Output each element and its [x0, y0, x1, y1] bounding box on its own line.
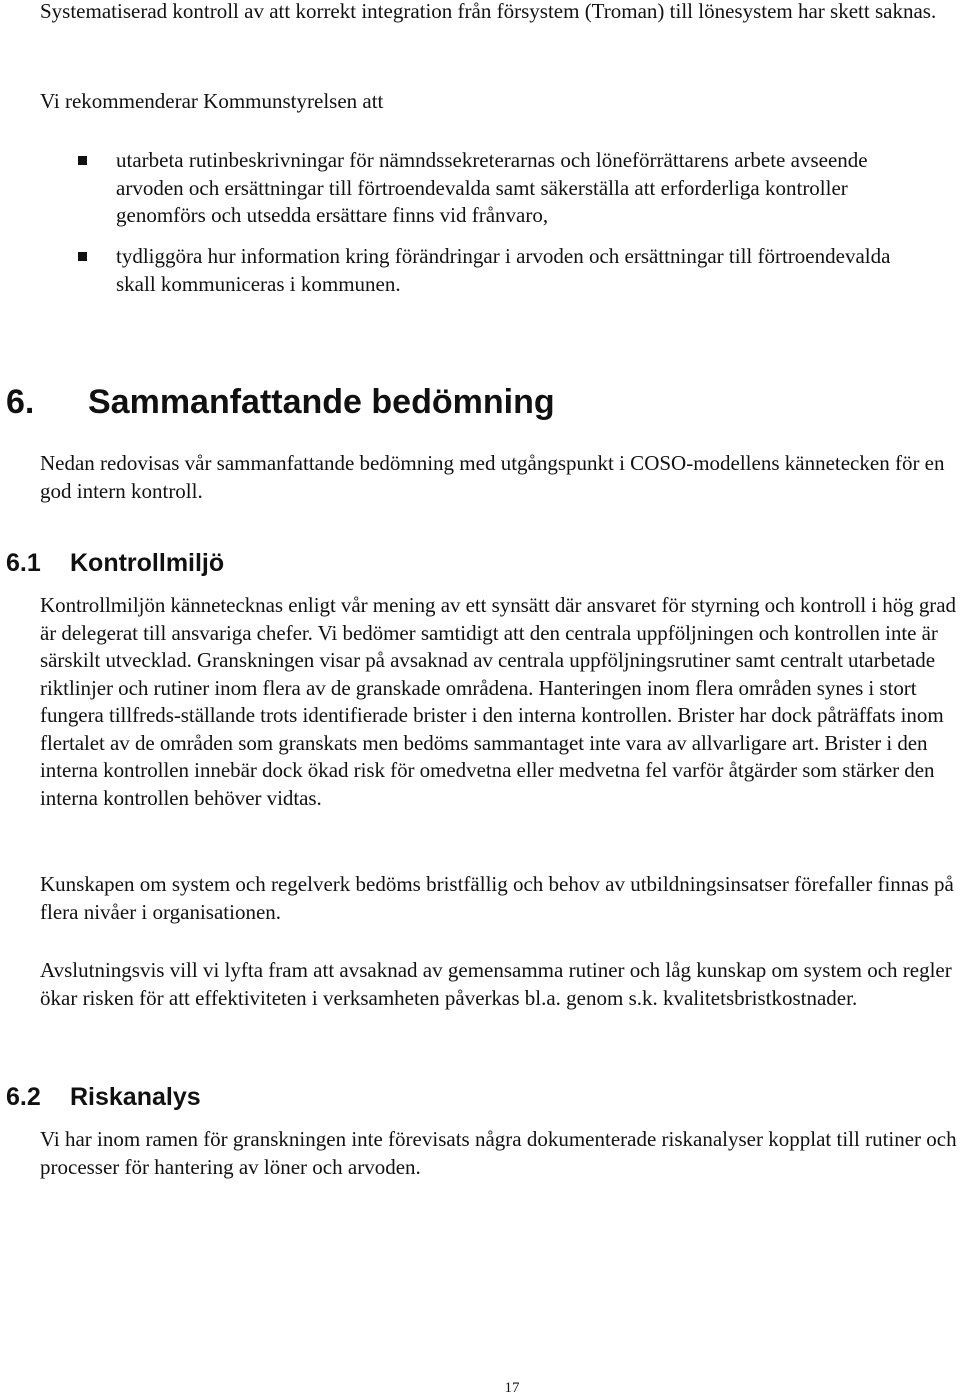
subsection-heading [6, 1080, 201, 1114]
subsection-title: Kontrollmiljö [70, 549, 225, 577]
page-number: 17 [504, 1380, 520, 1396]
subsection-title: Riskanalys [70, 1083, 201, 1111]
subsection-number: 6.2 [6, 1083, 41, 1111]
avslutning-paragraph: Avslutningsvis vill vi lyfta fram att avsaknad av gemensamma rutiner och låg kunskap om system och regler ökar risken för att effektiviteten i verksamheten påverkas bl.a. genom s.k. kvalitetsbristkostnader. [40, 958, 952, 1010]
kontrollmiljo-paragraph: Kontrollmiljön kännetecknas enligt vår mening av ett synsätt där ansvaret för styrning och kontroll i hög grad är delegerat till ansvariga chefer. Vi bedömer samtidigt att den centrala uppföljningen och kontrollen inte är särskilt utvecklad. Granskningen visar på avsaknad av centrala uppföljningsrutiner samt centralt utarbetade riktlinjer och rutiner inom flera av de granskade områdena. Hanteringen inom flera områden synes i stort fungera tillfreds-ställande trots identifierade brister i den interna kontrollen. Brister har dock påträffats inom flertalet av de områden som granskats men bedöms sammantaget inte vara av allvarligare art. Brister i den interna kontrollen innebär dock ökad risk för omedvetna eller medvetna fel varför åtgärder som stärker den interna kontrollen behöver vidtas. [40, 593, 956, 810]
section-title: Sammanfattande bedömning [88, 383, 555, 421]
kunskap-paragraph: Kunskapen om system och regelverk bedöms bristfällig och behov av utbildningsinsatser förefaller finnas på flera nivåer i organisationen. [40, 872, 954, 924]
section-heading [6, 380, 555, 424]
bullet-text: utarbeta rutinbeskrivningar för nämndssekreterarnas och löneförrättarens arbete avseende arvoden och ersättningar till förtroendevalda samt säkerställa att erforderliga kontroller genomförs och utsedda ersättare finns vid frånvaro, [116, 148, 868, 227]
recommendation-intro: Vi rekommenderar Kommunstyrelsen att [40, 89, 384, 113]
square-bullet-icon [78, 156, 87, 165]
section-intro-paragraph: Nedan redovisas vår sammanfattande bedömning med utgångspunkt i COSO-modellens kännetecken för en god intern kontroll. [40, 451, 945, 503]
riskanalys-paragraph: Vi har inom ramen för granskningen inte förevisats några dokumenterade riskanalyser kopplat till rutiner och processer för hantering av löner och arvoden. [40, 1127, 957, 1179]
subsection-heading [6, 546, 224, 580]
section-number: 6. [6, 383, 35, 421]
bullet-text: tydliggöra hur information kring förändringar i arvoden och ersättningar till förtroendevalda skall kommuniceras i kommunen. [116, 244, 891, 296]
subsection-number: 6.1 [6, 549, 41, 577]
intro-paragraph: Systematiserad kontroll av att korrekt integration från försystem (Troman) till lönesystem har skett saknas. [40, 0, 937, 23]
square-bullet-icon [78, 252, 87, 261]
